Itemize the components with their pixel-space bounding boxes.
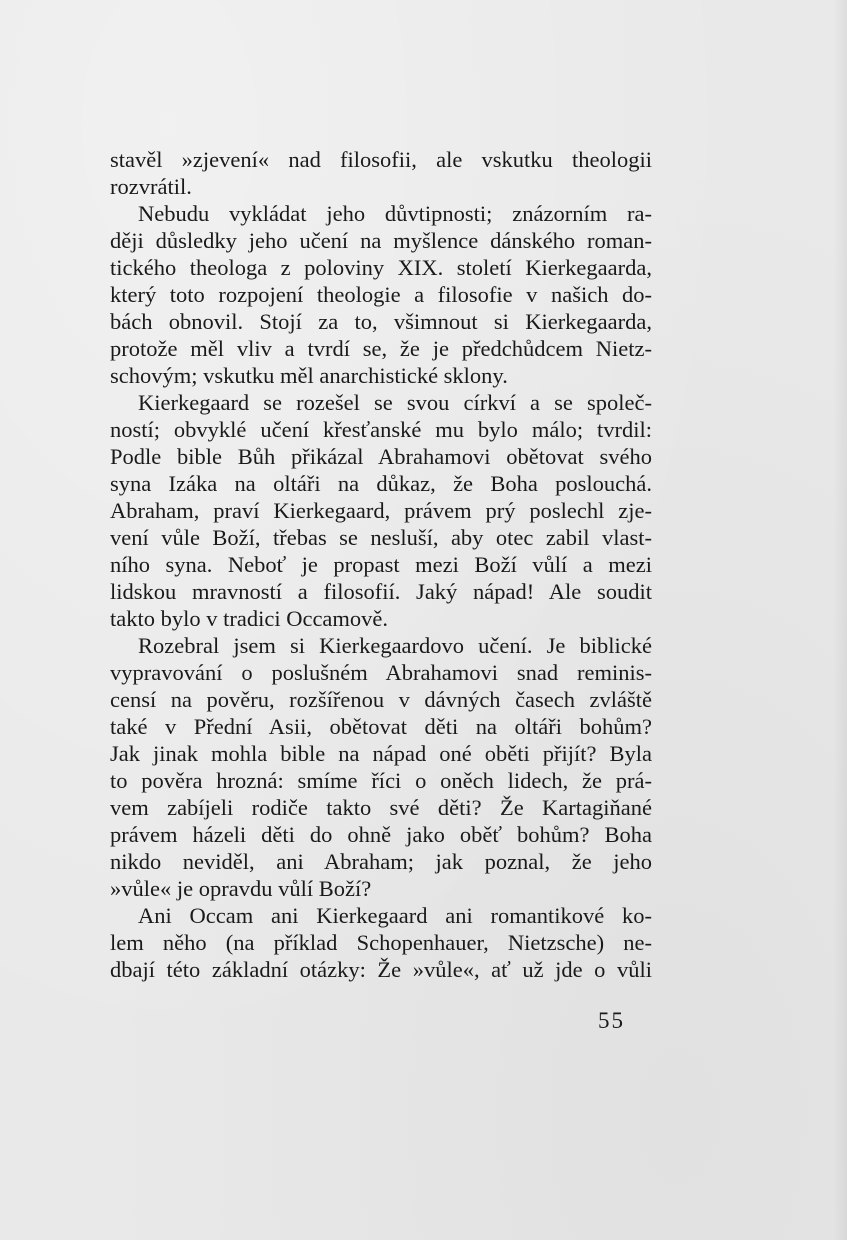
text-line: který toto rozpojení theologie a filosofie v našich do- [110,282,652,307]
text-line: ního syna. Neboť je propast mezi Boží vůlí a mezi [110,552,652,577]
text-line: bách obnovil. Stojí za to, všimnout si Kierkegaarda, [110,309,652,334]
text-line: vení vůle Boží, třebas se nesluší, aby otec zabil vlast- [110,525,652,550]
text-line: tického theologa z poloviny XIX. století Kierkegaarda, [110,255,652,280]
text-line: Ani Occam ani Kierkegaard ani romantikové ko- [138,903,652,928]
text-line: Rozebral jsem si Kierkegaardovo učení. Je biblické [138,633,652,658]
paragraph [110,902,652,983]
text-line: lem něho (na příklad Schopenhauer, Nietzsche) ne- [110,930,652,955]
text-line: stavěl »zjevení« nad filosofii, ale vskutku theologii [110,147,652,172]
text-line: rozvrátil. [110,174,192,199]
text-line: také v Přední Asii, obětovat děti na oltáři bohům? [110,714,652,739]
text-line: nikdo neviděl, ani Abraham; jak poznal, že jeho [110,849,652,874]
text-line: censí na pověru, rozšířenou v dávných časech zvláště [110,687,652,712]
text-line: Podle bible Bůh přikázal Abrahamovi obětovat svého [110,444,652,469]
text-line: Abraham, praví Kierkegaard, právem prý poslechl zje- [110,498,652,523]
text-line: protože měl vliv a tvrdí se, že je předchůdcem Nietz- [110,336,652,361]
text-line: to pověra hrozná: smíme říci o oněch lidech, že prá- [110,768,652,793]
page-number: 55 [598,1008,625,1033]
paragraph [110,200,652,389]
page-body-text [110,146,652,983]
text-line: Kierkegaard se rozešel se svou církví a se společ- [138,390,652,415]
text-line: právem házeli děti do ohně jako oběť bohům? Boha [110,822,652,847]
text-line: ději důsledky jeho učení na myšlence dánského roman- [110,228,652,253]
text-line: »vůle« je opravdu vůlí Boží? [110,876,372,901]
text-line: vem zabíjeli rodiče takto své děti? Že Kartagiňané [110,795,652,820]
text-line: syna Izáka na oltáři na důkaz, že Boha poslouchá. [110,471,652,496]
text-line: takto bylo v tradici Occamově. [110,606,389,631]
page-edge-shadow [833,0,847,1240]
text-line: vypravování o poslušném Abrahamovi snad reminis- [110,660,652,685]
text-line: lidskou mravností a filosofií. Jaký nápad! Ale soudit [110,579,652,604]
paragraph [110,632,652,902]
paragraph [110,389,652,632]
text-line: Nebudu vykládat jeho důvtipnosti; znázorním ra- [138,201,652,226]
text-line: ností; obvyklé učení křesťanské mu bylo málo; tvrdil: [110,417,652,442]
text-line: schovým; vskutku měl anarchistické sklony. [110,363,508,388]
text-line: dbají této základní otázky: Že »vůle«, ať už jde o vůli [110,957,652,982]
paragraph [110,146,652,200]
text-line: Jak jinak mohla bible na nápad oné oběti přijít? Byla [110,741,652,766]
